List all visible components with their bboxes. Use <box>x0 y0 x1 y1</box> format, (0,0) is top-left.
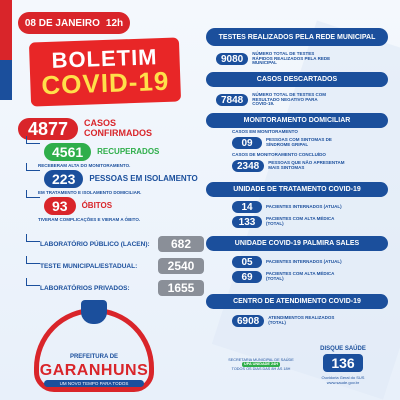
date-badge <box>18 12 130 34</box>
monitoring-row-2 <box>232 160 348 172</box>
lab-row <box>40 280 204 296</box>
recovered-sub: RECEBERAM ALTA DO MONITORAMENTO. <box>38 163 131 168</box>
unit1-row-2 <box>232 216 346 228</box>
monitoring-sub2: CASOS DE MONITORAMENTO CONCLUÍDO <box>232 152 326 157</box>
footer-info <box>226 358 296 371</box>
arrow-icon <box>26 278 40 286</box>
recovered-row <box>44 143 159 161</box>
lab-row <box>40 258 204 274</box>
recovered-value: 4561 <box>44 143 91 161</box>
unit1-desc-2: PACIENTES COM ALTA MÉDICA (TOTAL) <box>266 216 335 226</box>
unit2-desc-1: PACIENTES INTERNADOS (ATUAL) <box>266 258 342 264</box>
isolation-label: PESSOAS EM ISOLAMENTO <box>89 173 198 183</box>
disque-number: 136 <box>323 354 362 372</box>
red-stripe <box>0 0 12 60</box>
title-line1: BOLETIM <box>51 44 158 73</box>
monitoring-desc-1: PESSOAS COM SINTOMAS DE SÍNDROME GRIPAL <box>266 137 332 147</box>
blue-stripe <box>0 60 12 100</box>
footer-line2: UPA UNIDADE 24H <box>244 362 278 367</box>
confirmed-label <box>84 119 152 139</box>
arrow-icon <box>26 136 40 144</box>
confirmed-label-2: CONFIRMADOS <box>84 128 153 138</box>
lab-value: 682 <box>158 236 204 252</box>
center-row <box>232 315 348 327</box>
lab-value: 2540 <box>158 258 204 274</box>
unit2-desc-2: PACIENTES COM ALTA MÉDICA (TOTAL) <box>266 271 335 281</box>
disque-line1: Ouvidoria Geral do SUS <box>321 375 365 380</box>
city-logo <box>34 300 154 392</box>
monitoring-header: MONITORAMENTO DOMICILIAR <box>206 113 388 128</box>
disque-saude <box>308 346 378 385</box>
date-text: 08 DE JANEIRO <box>24 17 100 29</box>
monitoring-sub1: CASOS EM MONITORAMENTO <box>232 129 298 134</box>
deaths-sub: TIVERAM COMPLICAÇÕES E VIERAM A ÓBITO. <box>38 217 141 222</box>
unit1-row-1 <box>232 201 346 213</box>
disque-line2: www.saude.gov.br <box>326 380 360 385</box>
deaths-row <box>44 197 112 215</box>
divider <box>150 244 158 245</box>
monitoring-desc-2: PESSOAS QUE NÃO APRESENTAM MAIS SINTOMAS <box>268 160 345 170</box>
isolation-sub: EM TRATAMENTO E ISOLAMENTO DOMICILIAR. <box>38 190 142 195</box>
unit2-value-2: 69 <box>232 271 262 283</box>
unit2-header: UNIDADE COVID-19 PALMIRA SALES <box>206 236 388 251</box>
discarded-desc: NÚMERO TOTAL DE TESTES COM RESULTADO NEGATIVO PARA COVID-19. <box>252 92 327 107</box>
discarded-value: 7848 <box>216 94 248 106</box>
isolation-row <box>44 170 198 188</box>
tests-header: TESTES REALIZADOS PELA REDE MUNICIPAL <box>206 28 388 46</box>
unit1-value-2: 133 <box>232 216 262 228</box>
arrow-icon <box>26 190 40 198</box>
logo-line2: GARANHUNS <box>39 362 149 379</box>
discarded-row <box>216 93 332 107</box>
unit2-value-1: 05 <box>232 256 262 268</box>
center-panel <box>206 294 388 309</box>
bulletin-title <box>29 37 181 106</box>
logo-line1: PREFEITURA DE <box>69 354 119 360</box>
unit2-row-2 <box>232 271 346 283</box>
monitoring-panel <box>206 113 388 128</box>
lab-label: LABORATÓRIO PÚBLICO (LACEN): <box>40 240 150 248</box>
logo-slogan: UM NOVO TEMPO PARA TODOS <box>44 380 144 387</box>
lab-label: LABORATÓRIOS PRIVADOS: <box>40 284 130 292</box>
unit1-header: UNIDADE DE TRATAMENTO COVID-19 <box>206 182 388 197</box>
monitoring-row-1 <box>232 137 346 149</box>
tests-value: 9080 <box>216 53 248 65</box>
arrow-icon <box>26 163 40 171</box>
monitoring-value-2: 2348 <box>232 160 264 172</box>
disque-title: DISQUE SAÚDE <box>320 346 366 352</box>
unit2-row-1 <box>232 256 346 268</box>
divider <box>150 266 158 267</box>
unit1-panel <box>206 182 388 197</box>
center-desc: ATENDIMENTOS REALIZADOS (TOTAL) <box>268 315 335 325</box>
lab-value: 1655 <box>158 280 204 296</box>
unit1-value-1: 14 <box>232 201 262 213</box>
tests-row <box>216 52 332 66</box>
crest-icon <box>81 300 107 324</box>
confirmed-value: 4877 <box>18 118 78 140</box>
time-text: 12h <box>105 17 124 29</box>
footer-line3: TODOS OS DIAS DAS 8H ÀS 18H <box>231 366 291 371</box>
lab-row <box>40 236 204 252</box>
discarded-header: CASOS DESCARTADOS <box>206 72 388 87</box>
divider <box>150 288 158 289</box>
unit2-panel <box>206 236 388 251</box>
tests-desc: NÚMERO TOTAL DE TESTES RÁPIDOS REALIZADOS PELA REDE MUNICIPAL <box>252 51 331 66</box>
footer-line1: SECRETARIA MUNICIPAL DE SAÚDE <box>228 358 294 362</box>
center-header: CENTRO DE ATENDIMENTO COVID-19 <box>206 294 388 309</box>
title-line2: COVID-19 <box>40 65 170 101</box>
recovered-label: RECUPERADOS <box>97 146 160 156</box>
tests-panel <box>206 28 388 46</box>
monitoring-value-1: 09 <box>232 137 262 149</box>
discarded-panel <box>206 72 388 87</box>
arrow-icon <box>26 256 40 264</box>
arrow-icon <box>26 234 40 242</box>
center-value: 6908 <box>232 315 264 327</box>
deaths-label: ÓBITOS <box>81 200 113 210</box>
confirmed-label-1: CASOS <box>84 118 117 129</box>
deaths-value: 93 <box>44 197 76 215</box>
unit1-desc-1: PACIENTES INTERNADOS (ATUAL) <box>266 203 342 209</box>
isolation-value: 223 <box>44 170 83 188</box>
lab-label: TESTE MUNICIPAL/ESTADUAL: <box>40 262 138 270</box>
